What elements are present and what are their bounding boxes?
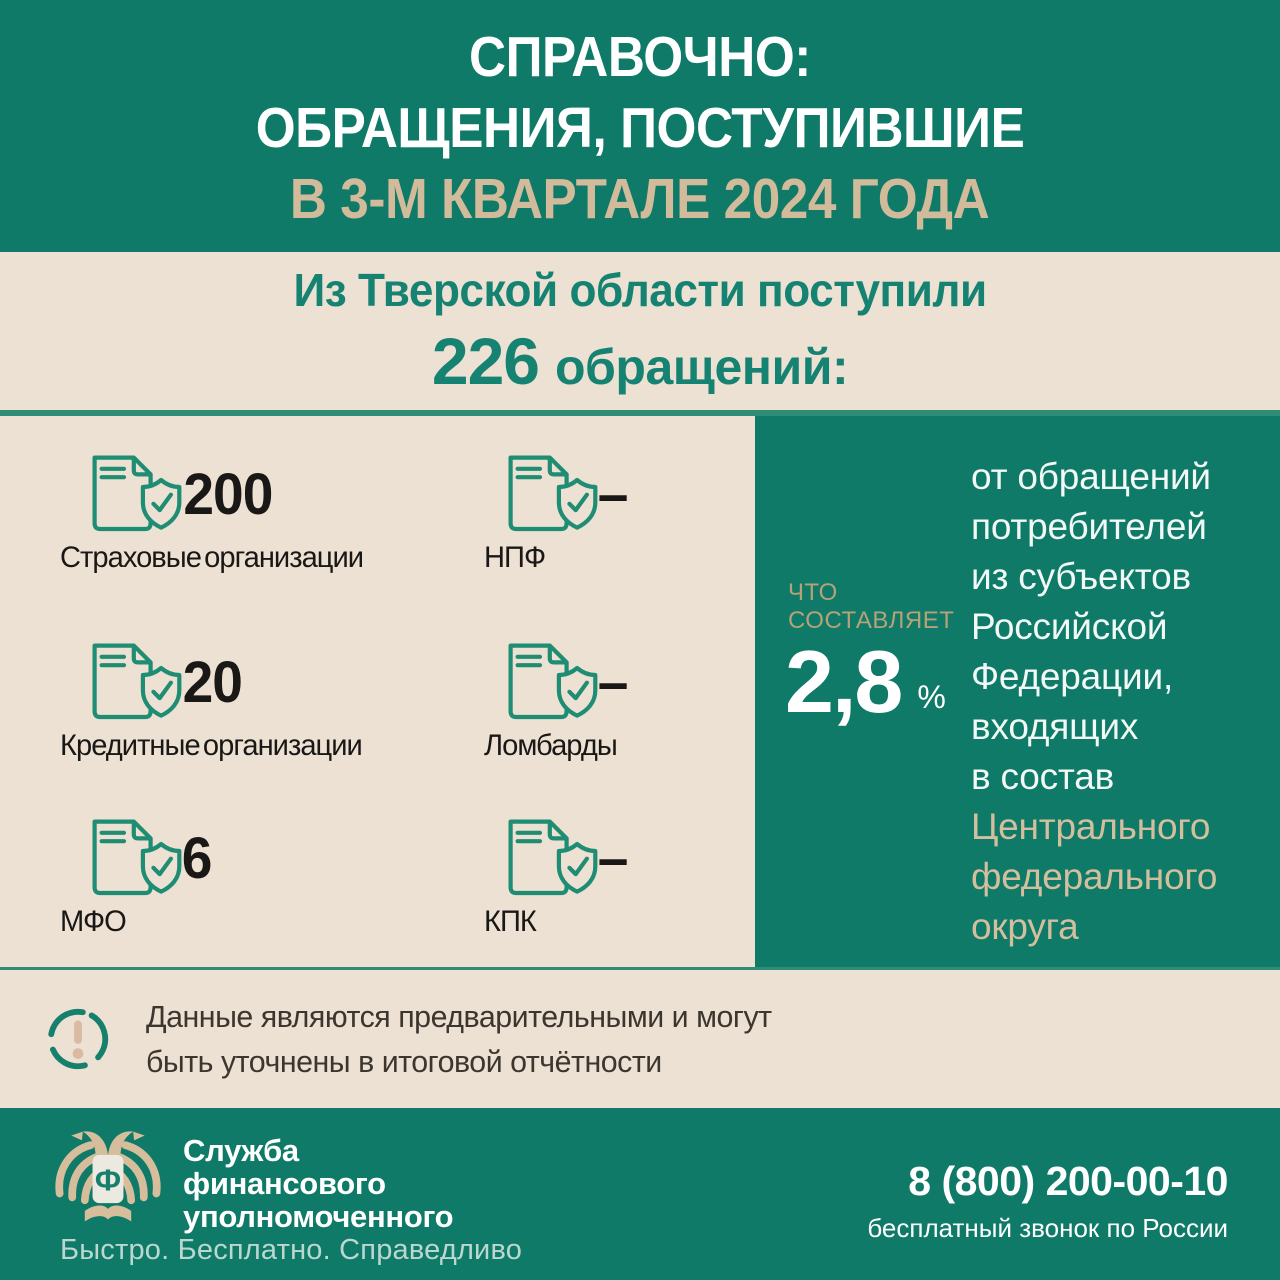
document-shield-icon — [498, 816, 603, 900]
stat-value: 20 — [182, 649, 242, 715]
stat-value: – — [597, 461, 628, 527]
stat-insurance — [60, 452, 480, 575]
region-summary — [0, 252, 1280, 413]
share-panel — [755, 416, 1280, 967]
appeals-count: 226 — [431, 324, 539, 398]
title-line-3: В 3-М КВАРТАЛЕ 2024 ГОДА — [290, 166, 990, 231]
disclaimer-band — [0, 970, 1280, 1108]
stat-value: 200 — [183, 461, 273, 527]
brand-name — [183, 1134, 453, 1233]
stat-npf — [484, 452, 754, 575]
stat-label: Страховые организации — [60, 541, 364, 574]
desc-line: Федерации, — [971, 656, 1174, 697]
header-banner — [0, 0, 1280, 252]
ombudsman-eagle-logo — [50, 1124, 166, 1234]
document-shield-icon — [82, 452, 187, 536]
appeals-count-row — [432, 323, 848, 399]
stat-label: Кредитные организации — [60, 729, 362, 762]
svg-text:Ф: Ф — [94, 1162, 122, 1198]
stat-label: НПФ — [484, 541, 546, 574]
desc-line: от обращений — [971, 456, 1211, 497]
stats-section — [0, 413, 1280, 970]
desc-line-accent: федерального — [971, 856, 1218, 897]
appeals-count-label: обращений: — [555, 339, 849, 395]
desc-line-accent: Центрального — [971, 806, 1211, 847]
stat-label: МФО — [60, 905, 126, 938]
stat-label: Ломбарды — [484, 729, 617, 762]
title-line-1: СПРАВОЧНО: — [469, 24, 811, 89]
desc-line: входящих — [971, 706, 1139, 747]
disclaimer-line2: быть уточнены в итоговой отчётности — [146, 1044, 662, 1079]
exclamation-icon — [44, 1005, 112, 1073]
desc-line: Российской — [971, 606, 1168, 647]
share-kicker-line2: СОСТАВЛЯЕТ — [788, 607, 955, 634]
stat-kpk — [484, 816, 754, 939]
title-line-2: ОБРАЩЕНИЯ, ПОСТУПИВШИЕ — [255, 95, 1025, 160]
share-value-row — [785, 632, 946, 731]
brand-line3: уполномоченного — [183, 1199, 454, 1234]
document-shield-icon — [82, 816, 187, 900]
region-summary-line: Из Тверской области поступили — [293, 264, 987, 316]
stat-mfo — [60, 816, 480, 939]
desc-line-accent: округа — [971, 906, 1079, 947]
stat-value: – — [597, 649, 628, 715]
phone-block — [867, 1158, 1228, 1244]
percent-sign: % — [917, 679, 946, 715]
stat-pawnshops — [484, 640, 754, 763]
document-shield-icon — [82, 640, 187, 724]
desc-line: в состав — [971, 756, 1115, 797]
stat-value: – — [597, 825, 628, 891]
desc-line: из субъектов — [971, 556, 1191, 597]
disclaimer-line1: Данные являются предварительными и могут — [146, 999, 772, 1034]
desc-line: потребителей — [971, 506, 1207, 547]
brand-tagline: Быстро. Бесплатно. Справедливо — [60, 1234, 523, 1266]
brand-line2: финансового — [183, 1166, 386, 1201]
stat-label: КПК — [484, 905, 536, 938]
document-shield-icon — [498, 452, 603, 536]
stat-credit — [60, 640, 480, 763]
share-description — [971, 452, 1217, 952]
disclaimer-text — [146, 994, 772, 1084]
share-kicker-line1: ЧТО — [788, 579, 838, 606]
brand-line1: Служба — [183, 1133, 299, 1168]
stat-value: 6 — [181, 825, 212, 891]
phone-note: бесплатный звонок по России — [867, 1213, 1228, 1243]
footer — [0, 1108, 1280, 1280]
share-kicker — [788, 579, 954, 635]
phone-number: 8 (800) 200-00-10 — [908, 1158, 1228, 1204]
share-value: 2,8 — [785, 632, 902, 731]
document-shield-icon — [498, 640, 603, 724]
